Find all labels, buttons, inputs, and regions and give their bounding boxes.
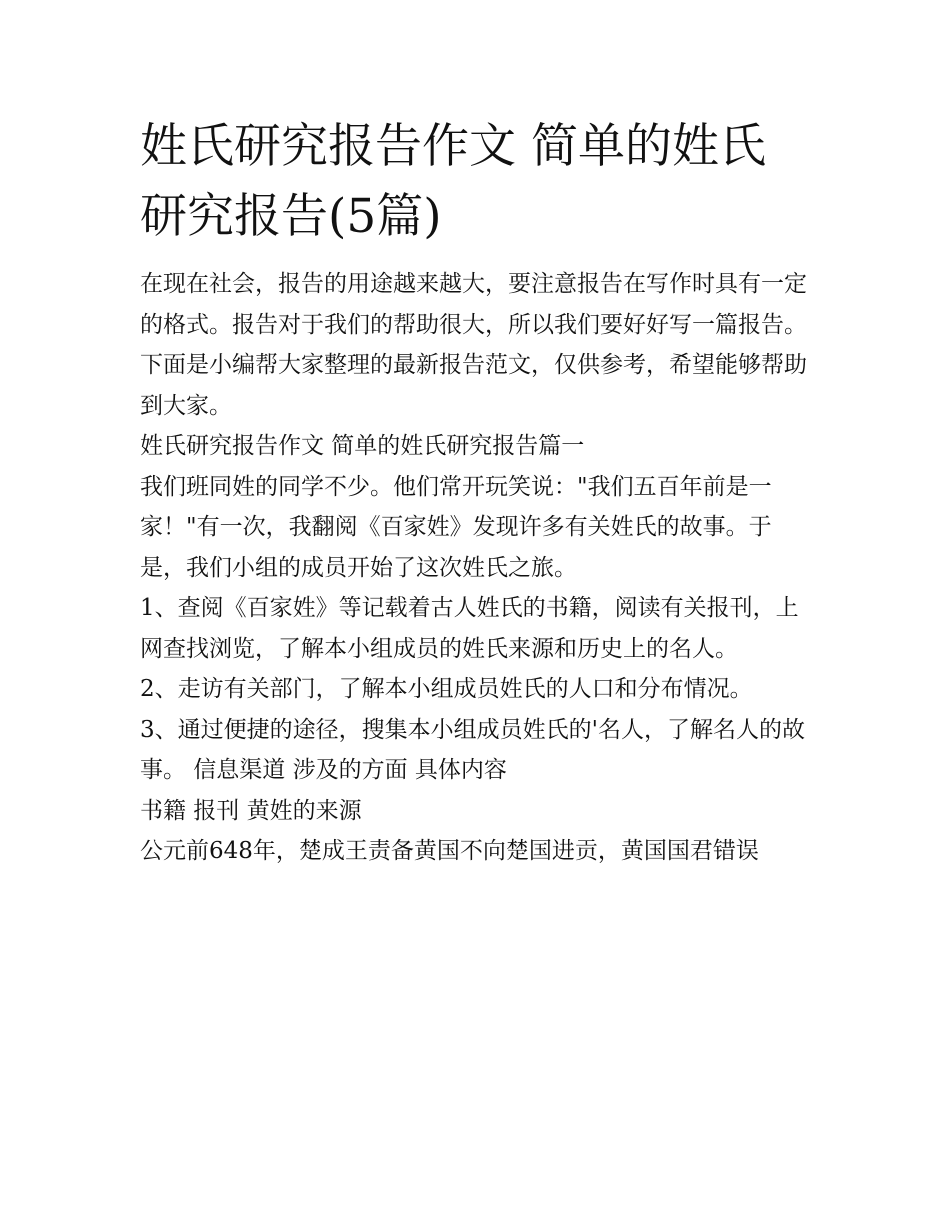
section-heading: 姓氏研究报告作文 简单的姓氏研究报告篇一 [140,433,585,459]
document-content [140,112,812,872]
list-item-2: 2、走访有关部门，了解本小组成员姓氏的人口和分布情况。 [140,676,753,702]
list-item-3: 3、通过便捷的途径，搜集本小组成员姓氏的'名人，了解名人的故事。 信息渠道 涉及的方面 具体内容 [140,716,805,783]
body-paragraph: 我们班同姓的同学不少。他们常开玩笑说："我们五百年前是一家！"有一次，我翻阅《百家姓》发现许多有关姓氏的故事。于是，我们小组的成员开始了这次姓氏之旅。 [140,473,772,581]
document-title: 姓氏研究报告作文 简单的姓氏研究报告(5篇) [140,119,766,244]
table-row-text: 书籍 报刊 黄姓的来源 [140,797,362,824]
intro-paragraph: 在现在社会，报告的用途越来越大，要注意报告在写作时具有一定的格式。报告对于我们的帮助很大，所以我们要好好写一篇报告。下面是小编帮大家整理的最新报告范文，仅供参考，希望能够帮助到大家。 [140,271,807,419]
list-item-1: 1、查阅《百家姓》等记载着古人姓氏的书籍，阅读有关报刊，上网查找浏览，了解本小组成员的姓氏来源和历史上的名人。 [140,595,799,662]
body-paragraph-continued: 公元前648年，楚成王责备黄国不向楚国进贡，黄国国君错误 [140,838,759,864]
